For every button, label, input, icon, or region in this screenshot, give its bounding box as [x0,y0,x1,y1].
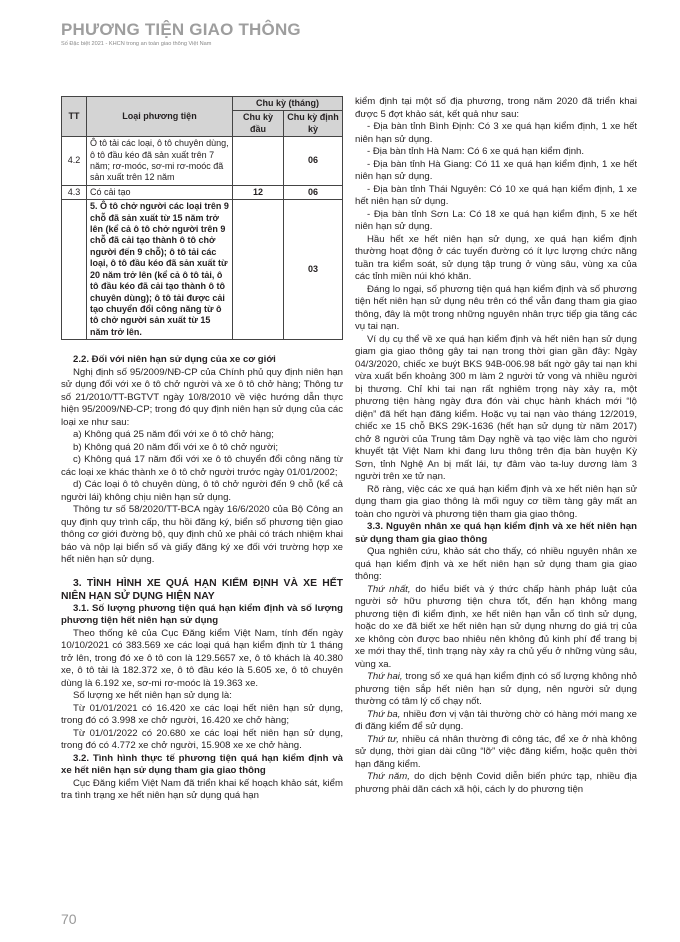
paragraph: Thứ năm, do dịch bệnh Covid diễn biến phức tạp, nhiều địa phương phải dãn cách xã hội, cách ly do phương tiện [355,771,637,795]
list-item: - Địa bàn tỉnh Bình Định: Có 3 xe quá hạn kiểm định, 1 xe hết niên hạn sử dụng. [355,121,637,145]
table-row: 5. Ô tô chở người các loại trên 9 chỗ đã sản xuất từ 15 năm trở lên (kể cả ô tô chở người trên 9 chỗ đã cải tạo thành ô tô chở người đến 9 chỗ); ô tô tải các loại, ô tô đầu kéo đã sản xuất từ 20 năm trở lên (kể cả ô tô tải, ô tô đầu kéo đã cải tạo thành ô tô chuyên dùng); ô tô tải được cải tạo chuyển đổi công năng từ ô tô chở người sản xuất từ 15 năm trở lên. 03 [62,200,343,340]
paragraph: Ví dụ cụ thể về xe quá hạn kiểm định và hết niên hạn sử dụng giam gia giao thông gây tai nạn trong thời gian gần đây: Ngày 04/3/2020, chiếc xe buýt BKS 94B-006.98 bất ngờ gây tai nạn khi vừa xuất bến khoảng 300 m làm 2 người tử vong và nhiều người bị thương. Chỉ khi tai nạn rất nghiêm trọng này xảy ra, một phương tiện hàng ngày đưa đón vài chục hành khách mới “lộ diện” đã hết hạn đăng kiểm. Hoặc vụ tai nạn vào tháng 12/2019, chiếc xe 15 chỗ BKS 29K-1636 (hết hạn sử dụng từ năm 2017) chở 8 người của Trung tâm Dạy nghề và tạo việc làm cho người khuyết tật Việt Nam khi đang lưu thông trên địa bàn huyện Kỳ Sơn, tỉnh Nghệ An bị mất lái, tự đâm vào ta-luy dương làm 3 người trên xe tử nạn. [355,333,637,482]
paragraph: c) Không quá 17 năm đối với xe ô tô chuyển đổi công năng từ các loại xe khác thành xe ô tô chở người trước ngày 01/01/2002; [61,454,343,478]
heading-3-1: 3.1. Số lượng phương tiện quá hạn kiểm định và số lượng phương tiện hết niên hạn sử dụng [61,602,343,627]
paragraph: Rõ ràng, việc các xe quá hạn kiểm định và xe hết niên hạn sử dụng tham gia giao thông là mối nguy cơ tiềm tàng gây mất an toàn cho người và phương tiện tham gia giao thông. [355,483,637,520]
left-column [61,96,343,803]
th-cycle: Chu kỳ (tháng) [233,97,343,111]
paragraph: b) Không quá 20 năm đối với xe ô tô chở người; [73,441,279,453]
paragraph: Từ 01/01/2022 có 20.680 xe các loại hết niên hạn sử dụng, trong đó có 4.772 xe chở người, 15.908 xe xe chở hàng. [61,727,343,752]
paragraph: Nghị định số 95/2009/NĐ-CP của Chính phủ quy định niên hạn sử dụng đối với xe ô tô chở người và xe ô tô chở hàng; Thông tư số 21/2010/TT-BGTVT ngày 10/8/2010 về việc hướng dẫn thực hiện 95/2009/NĐ-CP; trong đó quy định niên hạn sử dụng của các loại xe như sau: [61,366,343,428]
paragraph: Số lượng xe hết niên hạn sử dụng là: [73,690,232,702]
paragraph: a) Không quá 25 năm đối với xe ô tô chở hàng; [73,429,274,441]
th-periodic-cycle: Chu kỳ định kỳ [284,111,343,137]
list-item: - Địa bàn tỉnh Sơn La: Có 18 xe quá hạn kiểm định, 5 xe hết niên hạn sử dụng. [355,208,637,232]
lead-fourth: Thứ tư, [367,733,399,745]
paragraph: Thứ hai, trong số xe quá hạn kiểm định có số lượng không nhỏ phương tiện sắp hết niên hạn sử dụng, nên người sử dụng thường có tâm lý cố chạy nốt. [355,671,637,707]
list-item: - Địa bàn tỉnh Hà Nam: Có 6 xe quá hạn kiểm định. [367,146,585,157]
page-number: 70 [61,911,77,927]
paragraph: Hầu hết xe hết niên hạn sử dụng, xe quá hạn kiểm định thường hoạt động ở các tuyến đường có ít lực lượng chức năng tuần tra kiểm soát, sử dụng tập trung ở vùng sâu, vùng xa của các tỉnh miền núi khó khăn. [355,233,637,282]
masthead-subtitle: Số Đặc biệt 2021 - KHCN trong an toàn giao thông Việt Nam [61,41,212,47]
masthead-title: PHƯƠNG TIỆN GIAO THÔNG [61,20,301,39]
paragraph: Cục Đăng kiểm Việt Nam đã triển khai kế hoạch khảo sát, kiểm tra tình trạng xe hết niên hạn sử dụng quá hạn [61,777,343,802]
paragraph: kiểm định tại một số địa phương, trong năm 2020 đã triển khai được 5 đợt khảo sát, kết quả như sau: [355,96,637,120]
table-row: 4.2 Ô tô tải các loại, ô tô chuyên dùng, ô tô đầu kéo đã sản xuất trên 7 năm; rơ-moóc, sơ-mi rơ-moóc đã sản xuất trên 12 năm 06 [62,137,343,186]
paragraph: Thứ ba, nhiều đơn vị vận tải thường chờ có hàng mới mang xe đi đăng kiểm để sử dụng. [355,708,638,732]
paragraph: Qua nghiên cứu, khảo sát cho thấy, có nhiều nguyên nhân xe quá hạn kiểm định và xe hết niên hạn sử dụng tham gia giao thông: [355,546,637,582]
lead-fifth: Thứ năm, [367,771,410,782]
heading-3-3: 3.3. Nguyên nhân xe quá hạn kiểm định và xe hết niên hạn sử dụng tham gia giao thông [355,521,637,545]
inspection-cycle-table [61,96,343,340]
heading-2-2: 2.2. Đối với niên hạn sử dụng của xe cơ giới [73,354,276,366]
th-tt: TT [62,97,87,137]
paragraph: d) Các loại ô tô chuyên dùng, ô tô chở người đến 9 chỗ (kể cả người lái) không chịu niên hạn sử dụng. [61,479,343,503]
right-column [355,96,637,796]
paragraph: Thứ nhất, do hiểu biết và ý thức chấp hành pháp luật của người sở hữu phương tiện chưa tốt, đến hạn không mang phương tiện đi kiểm định, xe hết niên hạn vẫn cố tình sử dụng, hoặc do xe đã biết xe hết niên hạn sử dụng nhưng do giá trị của xe không còn được bao nhiêu nên không đủ kinh phí để trang bị xe mới thay thế, tình trạng này xảy ra chủ yếu ở những vùng sâu, vùng xa. [355,583,638,670]
paragraph: Từ 01/01/2021 có 16.420 xe các loại hết niên hạn sử dụng, trong đó có 3.998 xe chở người, 16.420 xe chở hàng; [61,702,343,727]
masthead [61,20,661,47]
table-row: 4.3 Có cải tạo 12 06 [62,185,343,199]
heading-3-2: 3.2. Tình hình thực tế phương tiện quá hạn kiểm định và xe hết niên hạn sử dụng tham gia giao thông [61,752,343,777]
lead-second: Thứ hai, [367,671,403,682]
paragraph: Theo thống kê của Cục Đăng kiểm Việt Nam, tính đến ngày 10/10/2021 có 383.569 xe các loại quá hạn kiểm định từ 1 tháng trở lên, trong đó xe ô tô con là 129.5657 xe, ô tô khách là 40.380 xe, ô tô tải là 182.372 xe, ô tô đầu kéo là 5.605 xe, ô tô chuyên dùng là 6.192 xe, sơ-mi rơ-moóc là 19.363 xe. [61,627,343,689]
list-item: - Địa bàn tỉnh Hà Giang: Có 11 xe quá hạn kiểm định, 1 xe hết niên hạn sử dụng. [355,158,637,182]
th-first-cycle: Chu kỳ đầu [233,111,284,137]
paragraph: Thông tư số 58/2020/TT-BCA ngày 16/6/2020 của Bộ Công an quy định quy trình cấp, thu hồi đăng ký, biển số phương tiện giao thông cơ giới đường bộ, quy định chủ xe phải có trách nhiệm khai báo và nộp lại biển số và giấy đăng ký xe đối với trường hợp xe hết niên hạn sử dụng. [61,504,343,566]
list-item: - Địa bàn tỉnh Thái Nguyên: Có 10 xe quá hạn kiểm định, 1 xe hết niên hạn sử dụng. [355,183,637,207]
lead-third: Thứ ba, [367,708,401,720]
heading-3: 3. TÌNH HÌNH XE QUÁ HẠN KIỂM ĐỊNH VÀ XE HẾT NIÊN HẠN SỬ DỤNG HIỆN NAY [61,577,343,602]
lead-first: Thứ nhất, [367,583,411,595]
paragraph: Thứ tư, nhiều cá nhân thường đi công tác, để xe ở nhà không sử dụng, thời gian dài cũng “lỡ” việc đăng kiểm, hoặc quên thời hạn đăng kiểm. [355,733,637,770]
paragraph: Đáng lo ngại, số phương tiện quá hạn kiểm định và số phương tiện hết niên hạn sử dụng nêu trên có thể vẫn đang tham gia giao thông, đây là một trong những nguyên nhân trực tiếp gia tăng các vụ tai nạn. [355,283,637,332]
th-vehicle-type: Loại phương tiện [87,97,233,137]
